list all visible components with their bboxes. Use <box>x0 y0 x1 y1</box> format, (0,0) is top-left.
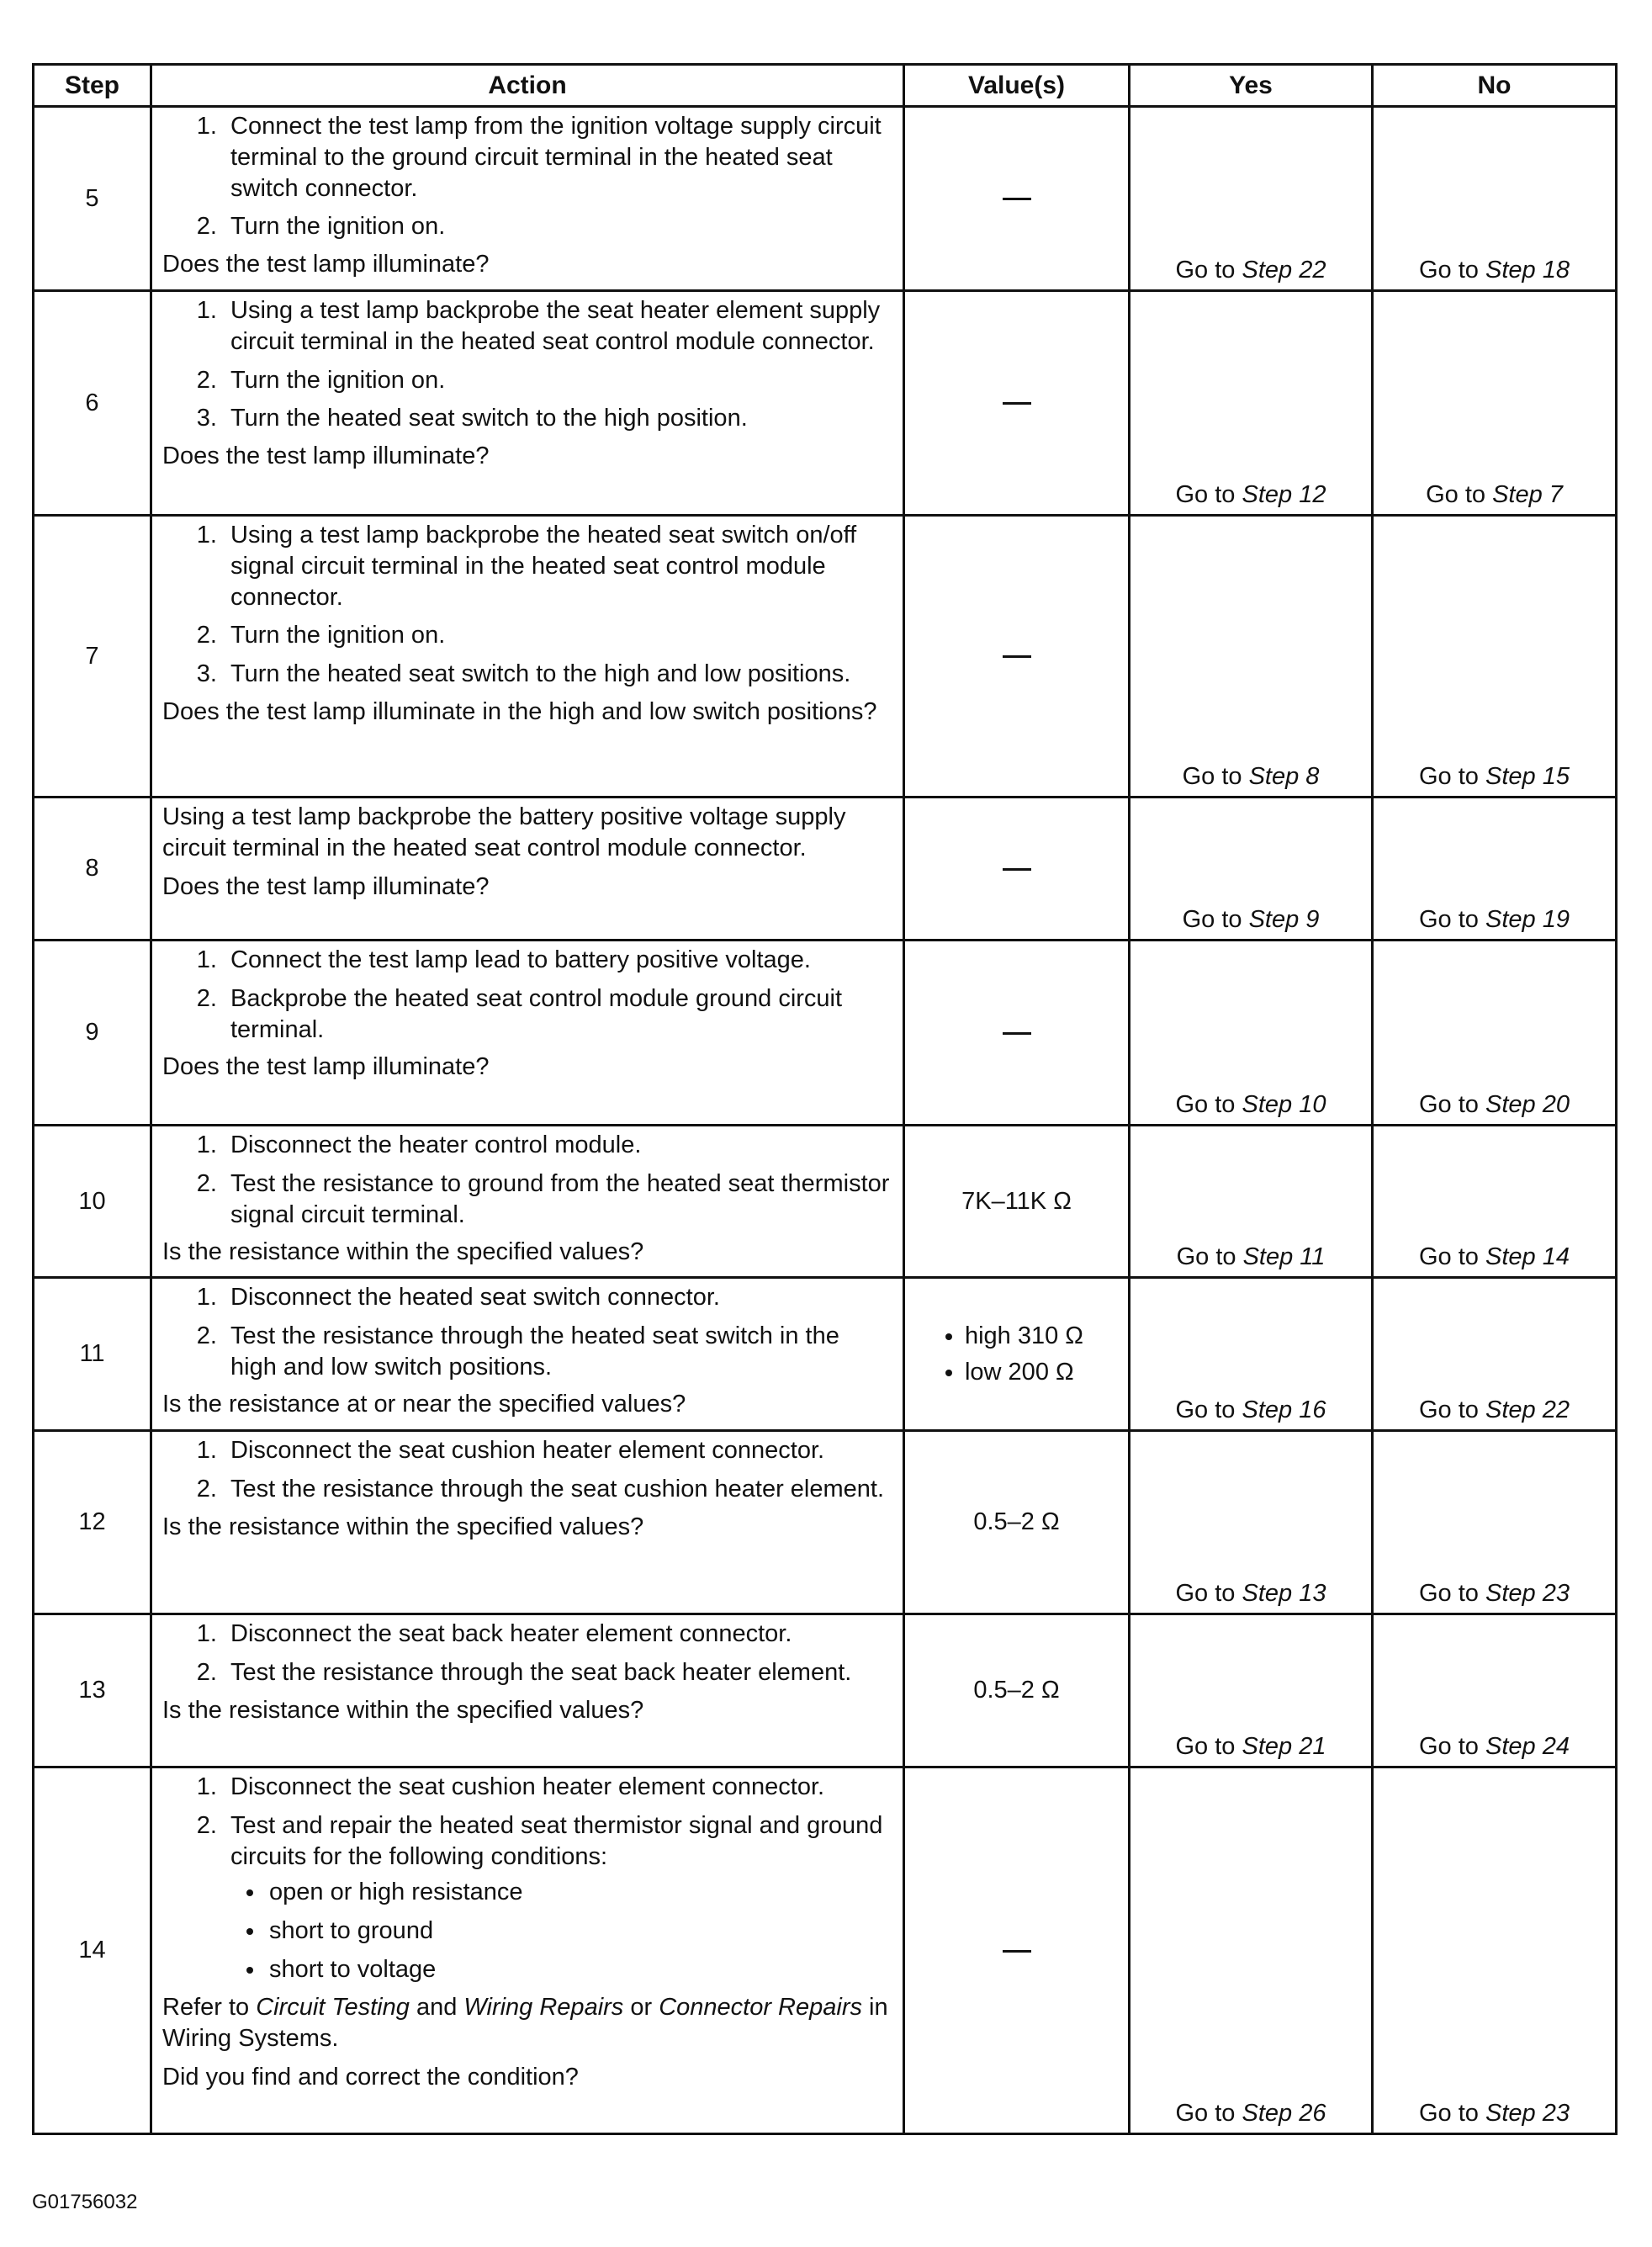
condition-item: • short to ground <box>266 1916 891 1947</box>
no-result <box>1373 516 1617 798</box>
step-reference: Step 16 <box>1242 1396 1326 1424</box>
reference-text <box>162 1992 891 2054</box>
question-text: Is the resistance within the specified values? <box>162 1696 644 1724</box>
yes-result <box>1130 516 1373 798</box>
dash-mark <box>1003 655 1031 658</box>
question-text: Does the test lamp illuminate? <box>162 443 490 470</box>
step-number: 7 <box>34 516 151 798</box>
go-to-prefix: Go to <box>1419 1396 1485 1424</box>
no-result <box>1373 1767 1617 2134</box>
go-to-prefix: Go to <box>1182 906 1249 934</box>
action-cell <box>151 1767 904 2134</box>
step-reference: Step 26 <box>1242 2100 1326 2128</box>
yes-result <box>1130 1614 1373 1767</box>
question-text: Is the resistance at or near the specified values? <box>162 1391 686 1418</box>
action-steps-list <box>162 1619 891 1688</box>
value-text: 7K–11K Ω <box>961 1187 1072 1215</box>
question-text: Is the resistance within the specified values? <box>162 1238 644 1266</box>
go-to-prefix: Go to <box>1175 1396 1242 1424</box>
table-row <box>34 516 1617 798</box>
value-cell <box>904 1278 1130 1431</box>
action-step: 2. Turn the ignition on. <box>224 620 891 651</box>
step-reference: Step 22 <box>1485 1396 1570 1424</box>
table-row <box>34 1614 1617 1767</box>
action-cell <box>151 941 904 1126</box>
table-row <box>34 1278 1617 1431</box>
step-reference: Step 10 <box>1242 1091 1326 1119</box>
value-text: 0.5–2 Ω <box>973 1508 1060 1536</box>
go-to-prefix: Go to <box>1419 257 1485 284</box>
condition-item: • short to voltage <box>266 1954 891 1985</box>
step-number: 6 <box>34 291 151 516</box>
table-row <box>34 107 1617 291</box>
question-text: Does the test lamp illuminate? <box>162 1053 490 1081</box>
table-row <box>34 291 1617 516</box>
action-step: 1. Disconnect the seat back heater element connector. <box>224 1619 891 1650</box>
step-reference: Step 14 <box>1485 1243 1570 1271</box>
action-steps-list <box>162 1772 891 1985</box>
no-result <box>1373 107 1617 291</box>
table-row <box>34 941 1617 1126</box>
table-row <box>34 798 1617 941</box>
table-row <box>34 1126 1617 1278</box>
action-step: 1. Disconnect the heated seat switch connector. <box>224 1282 891 1313</box>
step-reference: Step 19 <box>1485 906 1570 934</box>
reference-link: Connector Repairs <box>659 1993 862 2021</box>
table-header-row <box>34 65 1617 107</box>
step-reference: Step 22 <box>1242 257 1326 284</box>
action-steps-list <box>162 295 891 434</box>
action-step: 2. Test the resistance through the heated seat switch in the high and low switch positions. <box>224 1321 891 1383</box>
reference-part: or <box>623 1993 659 2021</box>
action-cell <box>151 1614 904 1767</box>
go-to-prefix: Go to <box>1176 1243 1243 1271</box>
value-text: 0.5–2 Ω <box>973 1677 1060 1704</box>
reference-part: and <box>409 1993 464 2021</box>
table-row <box>34 1431 1617 1614</box>
header-step: Step <box>34 65 151 107</box>
action-step: 2. Test the resistance through the seat back heater element. <box>224 1657 891 1688</box>
go-to-prefix: Go to <box>1419 1091 1485 1119</box>
action-step: 2. Backprobe the heated seat control module ground circuit terminal. <box>224 983 891 1046</box>
step-reference: Step 9 <box>1248 906 1320 934</box>
step-number: 5 <box>34 107 151 291</box>
step-reference: Step 15 <box>1485 763 1570 791</box>
condition-list <box>230 1877 891 1985</box>
value-item: • low 200 Ω <box>965 1357 1083 1388</box>
action-cell <box>151 291 904 516</box>
action-step: 2. Turn the ignition on. <box>224 365 891 396</box>
action-cell <box>151 1278 904 1431</box>
question-text: Does the test lamp illuminate? <box>162 251 490 278</box>
go-to-prefix: Go to <box>1419 763 1485 791</box>
step-reference: Step 7 <box>1492 481 1563 509</box>
action-step: 1. Using a test lamp backprobe the seat heater element supply circuit terminal in the heated seat control module connector. <box>224 295 891 358</box>
yes-result <box>1130 291 1373 516</box>
step-number: 12 <box>34 1431 151 1614</box>
step-reference: Step 23 <box>1485 1580 1570 1608</box>
go-to-prefix: Go to <box>1419 2100 1485 2128</box>
table-body <box>34 107 1617 2134</box>
yes-result <box>1130 1126 1373 1278</box>
value-cell <box>904 1431 1130 1614</box>
no-result <box>1373 1431 1617 1614</box>
action-cell <box>151 1431 904 1614</box>
step-reference: Step 11 <box>1242 1243 1326 1271</box>
dash-mark <box>1003 198 1031 200</box>
action-steps-list <box>162 1435 891 1505</box>
reference-part: in Wiring Systems. <box>162 1993 888 2052</box>
reference-link: Circuit Testing <box>256 1993 410 2021</box>
action-step: 3. Turn the heated seat switch to the high position. <box>224 403 891 434</box>
yes-result <box>1130 941 1373 1126</box>
value-cell <box>904 798 1130 941</box>
step-reference: Step 12 <box>1242 481 1326 509</box>
action-steps-list <box>162 1282 891 1382</box>
action-step: 2. Turn the ignition on. <box>224 211 891 242</box>
action-step: 1. Disconnect the seat cushion heater element connector. <box>224 1772 891 1803</box>
action-cell <box>151 798 904 941</box>
go-to-prefix: Go to <box>1419 906 1485 934</box>
action-steps-list <box>162 1130 891 1230</box>
diagnostic-table <box>32 63 1618 2135</box>
action-step: 3. Turn the heated seat switch to the high and low positions. <box>224 659 891 690</box>
step-number: 8 <box>34 798 151 941</box>
step-reference: Step 24 <box>1485 1733 1570 1761</box>
reference-link: Wiring Repairs <box>463 1993 624 2021</box>
go-to-prefix: Go to <box>1175 1580 1242 1608</box>
step-number: 14 <box>34 1767 151 2134</box>
yes-result <box>1130 1767 1373 2134</box>
value-cell <box>904 291 1130 516</box>
step-number: 13 <box>34 1614 151 1767</box>
header-no: No <box>1373 65 1617 107</box>
action-cell <box>151 107 904 291</box>
go-to-prefix: Go to <box>1175 257 1242 284</box>
header-action: Action <box>151 65 904 107</box>
no-result <box>1373 941 1617 1126</box>
yes-result <box>1130 1278 1373 1431</box>
dash-mark <box>1003 1032 1031 1035</box>
value-cell <box>904 1614 1130 1767</box>
go-to-prefix: Go to <box>1175 1733 1242 1761</box>
action-steps-list <box>162 520 891 690</box>
dash-mark <box>1003 1950 1031 1953</box>
action-steps-list <box>162 111 891 242</box>
step-reference: Step 13 <box>1242 1580 1326 1608</box>
no-result <box>1373 1126 1617 1278</box>
yes-result <box>1130 107 1373 291</box>
no-result <box>1373 1614 1617 1767</box>
question-text: Is the resistance within the specified values? <box>162 1513 644 1540</box>
value-cell <box>904 1126 1130 1278</box>
step-number: 11 <box>34 1278 151 1431</box>
question-text: Does the test lamp illuminate in the high and low switch positions? <box>162 698 877 726</box>
figure-id: G01756032 <box>32 2191 138 2213</box>
action-cell <box>151 1126 904 1278</box>
step-reference: Step 20 <box>1485 1091 1570 1119</box>
dash-mark <box>1003 402 1031 405</box>
action-step: 2. Test the resistance to ground from the heated seat thermistor signal circuit terminal. <box>224 1169 891 1231</box>
yes-result <box>1130 1431 1373 1614</box>
value-cell <box>904 1767 1130 2134</box>
value-cell <box>904 516 1130 798</box>
value-cell <box>904 107 1130 291</box>
action-step: 1. Disconnect the heater control module. <box>224 1130 891 1161</box>
go-to-prefix: Go to <box>1175 2100 1242 2128</box>
go-to-prefix: Go to <box>1182 763 1249 791</box>
action-cell <box>151 516 904 798</box>
no-result <box>1373 291 1617 516</box>
step-number: 10 <box>34 1126 151 1278</box>
action-steps-list <box>162 945 891 1045</box>
action-text: Using a test lamp backprobe the battery positive voltage supply circuit terminal in the heated seat control module connector. <box>162 803 846 861</box>
go-to-prefix: Go to <box>1419 1580 1485 1608</box>
go-to-prefix: Go to <box>1175 1091 1242 1119</box>
question-text: Did you find and correct the condition? <box>162 2063 579 2091</box>
dash-mark <box>1003 868 1031 871</box>
action-step: 1. Using a test lamp backprobe the heated seat switch on/off signal circuit terminal in the heated seat control module connector. <box>224 520 891 612</box>
value-item: • high 310 Ω <box>965 1321 1083 1352</box>
action-step: 1. Connect the test lamp lead to battery positive voltage. <box>224 945 891 976</box>
action-step: 2. Test the resistance through the seat cushion heater element. <box>224 1474 891 1505</box>
reference-part: Refer to <box>162 1993 257 2021</box>
go-to-prefix: Go to <box>1175 481 1242 509</box>
condition-item: • open or high resistance <box>266 1877 891 1908</box>
step-number: 9 <box>34 941 151 1126</box>
action-step: 2. Test and repair the heated seat thermistor signal and ground circuits for the following conditions: • open or high resistance • short to ground • short to voltage <box>224 1810 891 1985</box>
step-reference: Step 8 <box>1248 763 1320 791</box>
header-values: Value(s) <box>904 65 1130 107</box>
step-reference: Step 23 <box>1485 2100 1570 2128</box>
question-text: Does the test lamp illuminate? <box>162 872 490 900</box>
go-to-prefix: Go to <box>1419 1243 1485 1271</box>
go-to-prefix: Go to <box>1426 481 1493 509</box>
step-reference: Step 18 <box>1485 257 1570 284</box>
go-to-prefix: Go to <box>1419 1733 1485 1761</box>
value-cell <box>904 941 1130 1126</box>
step-reference: Step 21 <box>1242 1733 1326 1761</box>
value-list <box>950 1316 1083 1393</box>
yes-result <box>1130 798 1373 941</box>
table-row <box>34 1767 1617 2134</box>
action-step: 1. Disconnect the seat cushion heater element connector. <box>224 1435 891 1466</box>
header-yes: Yes <box>1130 65 1373 107</box>
no-result <box>1373 1278 1617 1431</box>
no-result <box>1373 798 1617 941</box>
action-step: 1. Connect the test lamp from the ignition voltage supply circuit terminal to the ground circuit terminal in the heated seat switch connector. <box>224 111 891 204</box>
